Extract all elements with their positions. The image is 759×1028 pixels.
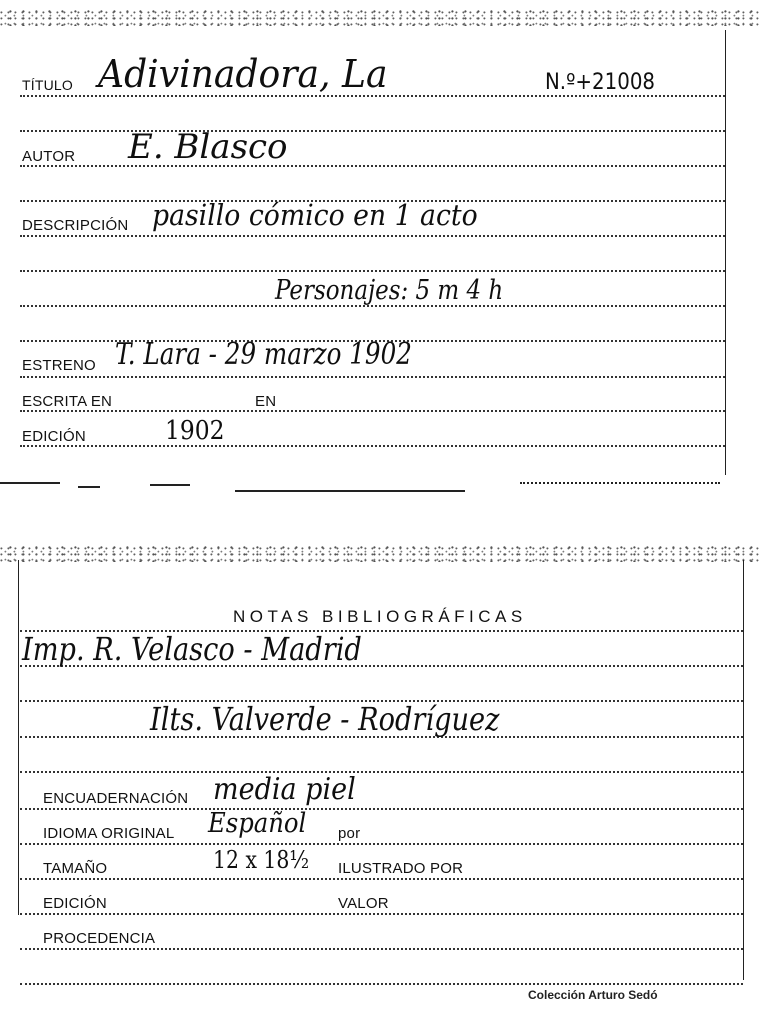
escrita-en-label: ESCRITA EN [22,393,113,410]
por-label: por [338,825,361,842]
encuadernacion-label: ENCUADERNACIÓN [43,790,189,807]
cut-line [78,486,100,488]
card2-left-border [18,560,19,915]
en-label: EN [255,393,277,410]
cut-line [235,490,465,492]
rule-line [20,270,725,272]
numero-value: N.º+21008 [545,70,656,95]
personajes-value: Personajes: 5 m 4 h [275,275,504,306]
edicion-value: 1902 [165,416,225,446]
descripcion-value: pasillo cómico en 1 acto [152,198,478,232]
nota-ilustraciones: Ilts. Valverde - Rodríguez [150,700,500,738]
cut-line [150,484,190,486]
cut-line [520,482,720,484]
valor-label: VALOR [338,895,389,912]
tamano-value: 12 x 18½ [213,846,310,874]
rule-line [20,878,743,880]
notas-heading: NOTAS BIBLIOGRÁFICAS [233,607,527,626]
tamano-label: TAMAÑO [43,860,108,877]
rule-line [20,445,725,447]
estreno-label: ESTRENO [22,357,96,374]
card2-right-border [743,560,744,980]
edicion2-label: EDICIÓN [43,895,107,912]
autor-value: E. Blasco [128,127,288,167]
collection-credit: Colección Arturo Sedó [528,988,658,1002]
rule-line [20,376,725,378]
top-edge-texture [0,10,759,26]
rule-line [20,983,743,985]
estreno-value: T. Lara - 29 marzo 1902 [115,337,412,372]
idioma-value: Español [208,808,307,839]
rule-line [20,913,743,915]
titulo-value: Adivinadora, La [98,52,388,96]
rule-line [20,130,725,132]
rule-line [20,165,725,167]
nota-imprenta: Imp. R. Velasco - Madrid [22,630,362,668]
encuadernacion-value: media piel [213,772,356,807]
ilustrado-label: ILUSTRADO POR [338,860,464,877]
edicion-label: EDICIÓN [22,428,86,445]
idioma-label: IDIOMA ORIGINAL [43,825,175,842]
rule-line [20,771,743,773]
rule-line [20,235,725,237]
procedencia-label: PROCEDENCIA [43,930,156,947]
rule-line [20,808,743,810]
rule-line [20,948,743,950]
autor-label: AUTOR [22,148,76,165]
rule-line [20,410,725,412]
card2-top-edge-texture [0,546,759,562]
descripcion-label: DESCRIPCIÓN [22,217,129,234]
rule-line [20,843,743,845]
titulo-label: TÍTULO [22,77,73,93]
card1-right-border [725,30,726,475]
cut-line [0,482,60,484]
